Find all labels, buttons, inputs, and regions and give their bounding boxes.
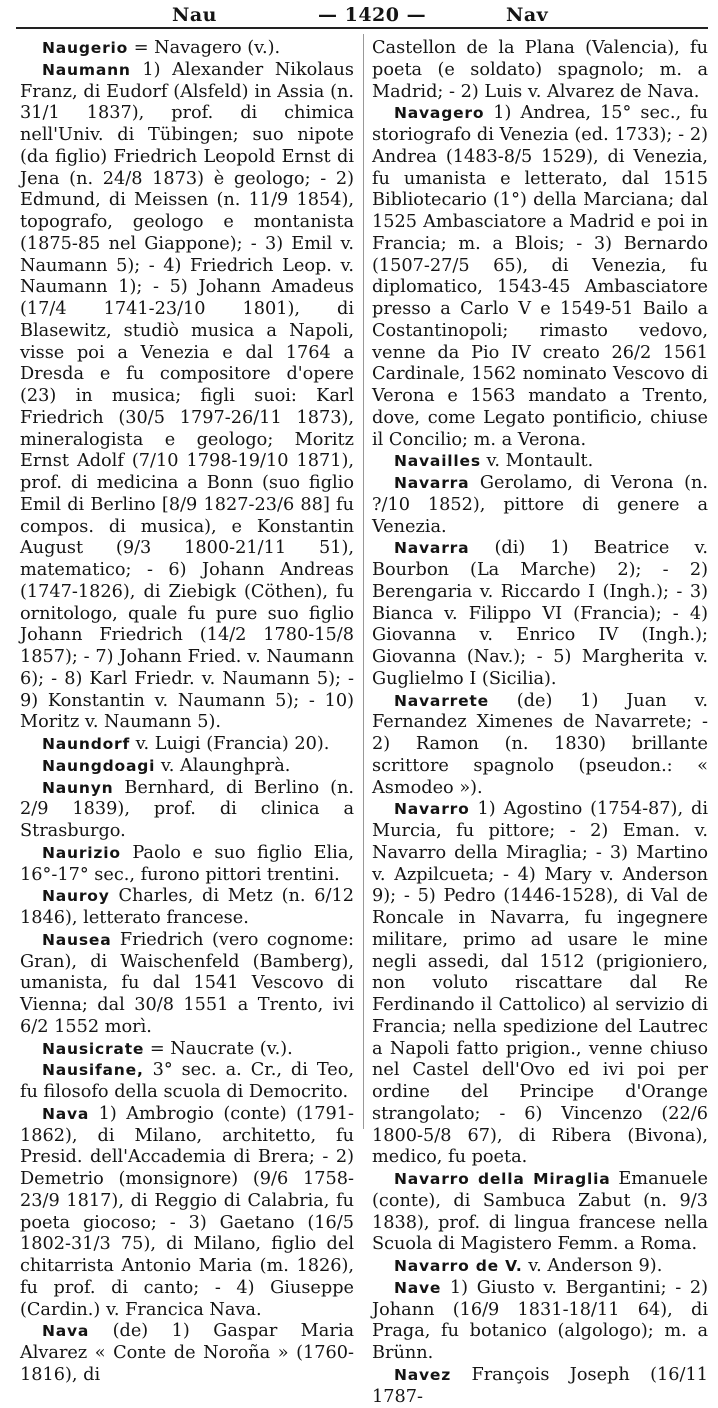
dictionary-entry bbox=[20, 1060, 354, 1104]
column-divider bbox=[363, 34, 364, 1129]
dictionary-entry bbox=[20, 1321, 354, 1386]
entry-headword: Navarro della Miraglia bbox=[394, 1170, 611, 1188]
dictionary-entry bbox=[372, 1256, 708, 1278]
entry-headword: Nava bbox=[42, 1104, 90, 1123]
dictionary-entry bbox=[20, 1039, 354, 1061]
entry-text: 1) Alexander Nikolaus Franz, di Eudorf (Alsfeld) in Assia (n. 31/1 1837), prof. di chimica nell'Univ. di Tübingen; suo nipote (da figlio) Friedrich Leopold Ernst di Jena (n. 24/8 1873) è geologo; - 2) Edmund, di Meissen (n. 11/9 1854), topografo, geologo e montanista (1875-85 nel Giappone); - 3) Emil v. Naumann 5); - 4) Friedrich Leop. v. Naumann 1); - 5) Johann Amadeus (17/4 1741-23/10 1801), di Blasewitz, studiò musica a Napoli, visse poi a Venezia e dal 1764 a Dresda e fu compositore d'opere (23) in musica; figli suoi: Karl Friedrich (30/5 1797-26/11 1873), mineralogista e geologo; Moritz Ernst Adolf (7/10 1798-19/10 1871), prof. di medicina a Bonn (suo figlio Emil di Berlino [8/9 1827-23/6 88] fu compos. di musica), e Konstantin August (9/3 1800-21/11 51), matematico; - 6) Johann Andreas (1747-1826), di Ziebigk (Cöthen), fu ornitologo, quale fu pure suo figlio Johann Friedrich (14/2 1780-15/8 1857); - 7) Johann Fried. v. Naumann 6); - 8) Karl Friedr. v. Naumann 5); - 9) Konstantin v. Naumann 5); - 10) Moritz v. Naumann 5). bbox=[20, 59, 354, 733]
dictionary-entry bbox=[372, 691, 708, 800]
entry-text: v. Luigi (Francia) 20). bbox=[130, 734, 330, 754]
dictionary-entry bbox=[372, 473, 708, 538]
header-left-guide: Nau bbox=[172, 4, 217, 26]
dictionary-entry bbox=[20, 734, 354, 756]
dictionary-entry bbox=[372, 1169, 708, 1256]
dictionary-entry bbox=[372, 1278, 708, 1365]
entry-headword: Navarra bbox=[394, 539, 470, 558]
entry-text: (di) 1) Beatrice v. Bourbon (La Marche) 2); - 2) Berengaria v. Riccardo I (Ingh.); - 3) Bianca v. Filippo VI (Francia); - 4) Giovanna v. Enrico IV (Ingh.); Giovanna (Nav.); - 5) Margherita v. Guglielmo I (Sicilia). bbox=[372, 538, 708, 689]
entry-headword: Navailles bbox=[394, 452, 481, 471]
dictionary-entry bbox=[372, 38, 708, 103]
entry-text: Emanuele (conte), di Sambuca Zabut (n. 9/3 1838), prof. di lingua francese nella Scuola di Magistero Femm. a Roma. bbox=[372, 1169, 708, 1255]
entry-text: v. Anderson 9). bbox=[522, 1256, 663, 1276]
entry-text: 1) Ambrogio (conte) (1791-1862), di Milano, architetto, fu Presid. dell'Accademia di Brera; - 2) Demetrio (monsignore) (9/6 1758-23/9 1817), di Reggio di Calabria, fu poeta giocoso; - 3) Gaetano (16/5 1802-31/3 75), di Milano, figlio del chitarrista Antonio Maria (m. 1826), fu prof. di canto; - 4) Giuseppe (Cardin.) v. Francica Nava. bbox=[20, 1103, 354, 1320]
entry-text: 3° sec. a. Cr., di Teo, fu filosofo della scuola di Democrito. bbox=[20, 1060, 354, 1102]
dictionary-entry bbox=[372, 538, 708, 690]
entry-text: Paolo e suo figlio Elia, 16°-17° sec., furono pittori trentini. bbox=[20, 842, 354, 885]
dictionary-entry bbox=[372, 1365, 708, 1408]
entry-text: = Naucrate (v.). bbox=[144, 1038, 293, 1059]
entry-text: Castellon de la Plana (Valencia), fu poeta (e soldato) spagnolo; m. a Madrid; - 2) Luis v. Alvarez de Nava. bbox=[372, 38, 708, 102]
entry-text: = Navagero (v.). bbox=[128, 38, 281, 58]
entry-headword: Navarra bbox=[394, 474, 470, 492]
entry-headword: Naungdoagi bbox=[42, 756, 156, 775]
entry-headword: Naunyn bbox=[42, 778, 114, 797]
entry-headword: Naugerio bbox=[42, 39, 129, 57]
entry-headword: Navagero bbox=[394, 104, 485, 123]
page-header bbox=[0, 0, 718, 30]
page-number: — 1420 — bbox=[318, 4, 427, 26]
dictionary-entry bbox=[20, 843, 354, 887]
entry-headword: Nausea bbox=[42, 930, 112, 949]
entry-headword: Nausicrate bbox=[42, 1039, 145, 1058]
entry-text: (de) 1) Gaspar Maria Alvarez « Conte de Noroña » (1760-1816), di bbox=[20, 1321, 354, 1385]
dictionary-entry bbox=[20, 1104, 354, 1322]
entry-headword: Naumann bbox=[42, 60, 131, 79]
dictionary-entry bbox=[20, 38, 354, 60]
entry-headword: Navez bbox=[394, 1365, 452, 1384]
entry-text: 1) Agostino (1754-87), di Murcia, fu pittore; - 2) Eman. v. Navarro della Miraglia; - 3) Martino v. Azpilcueta; - 4) Mary v. Anderson 9); - 5) Pedro (1446-1528), di Val de Roncale in Navarra, fu ingegnere militare, primo ad usare le mine negli assedi, dal 1512 (prigioniero, non voluto riscattare dal Re Ferdinando il Cattolico) al servizio di Francia; nella spedizione del Lautrec a Napoli fatto prigion., venne chiuso nel Castel dell'Ovo ed ivi poi per ordine del Principe d'Orange strangolato; - 6) Vincenzo (22/6 1800-5/8 67), di Ribera (Bivona), medico, fu poeta. bbox=[372, 799, 708, 1168]
entry-headword: Navarro de V. bbox=[394, 1257, 523, 1275]
entry-text: Gerolamo, di Verona (n. ?/10 1852), pittore di genere a Venezia. bbox=[372, 473, 708, 537]
entry-headword: Nausifane, bbox=[42, 1061, 144, 1080]
dictionary-entry bbox=[20, 778, 354, 843]
header-rule bbox=[16, 27, 708, 29]
entry-headword: Nauroy bbox=[42, 887, 110, 906]
dictionary-entry bbox=[20, 930, 354, 1039]
entry-headword: Naurizio bbox=[42, 843, 121, 862]
right-column bbox=[372, 38, 708, 1408]
entry-headword: Navarrete bbox=[394, 691, 489, 710]
entry-text: Charles, di Metz (n. 6/12 1846), letterato francese. bbox=[20, 886, 354, 928]
entry-text: (de) 1) Juan v. Fernandez Ximenes de Navarrete; - 2) Ramon (n. 1830) brillante scrittore spagnolo (pseudon.: « Asmodeo »). bbox=[372, 690, 708, 798]
entry-text: François Joseph (16/11 1787- bbox=[372, 1364, 708, 1407]
entry-text: Friedrich (vero cognome: Gran), di Waischenfeld (Bamberg), umanista, fu dal 1541 Vescovo di Vienna; dal 30/8 1551 a Trento, ivi 6/2 1552 morì. bbox=[20, 929, 354, 1037]
dictionary-entry bbox=[372, 103, 708, 451]
entry-text: 1) Andrea, 15° sec., fu storiografo di Venezia (ed. 1733); - 2) Andrea (1483-8/5 1529), di Venezia, fu umanista e letterato, dal 1515 Bibliotecario (1°) della Marciana; dal 1525 Ambasciatore a Madrid e poi in Francia; m. a Blois; - 3) Bernardo (1507-27/5 65), di Venezia, fu diplomatico, 1543-45 Ambasciatore presso a Carlo V e 1549-51 Bailo a Costantinopoli; rimasto vedovo, venne da Pio IV creato 26/2 1561 Cardinale, 1562 nominato Vescovo di Verona e 1563 mandato a Trento, dove, come Legato pontificio, chiuse il Concilio; m. a Verona. bbox=[372, 103, 708, 450]
entry-headword: Naundorf bbox=[42, 735, 131, 753]
entry-headword: Nave bbox=[394, 1278, 442, 1297]
left-column bbox=[20, 38, 354, 1387]
entry-headword: Navarro bbox=[394, 800, 470, 819]
entry-text: v. Alaunghprà. bbox=[155, 755, 291, 776]
dictionary-entry bbox=[372, 451, 708, 473]
dictionary-entry bbox=[20, 756, 354, 778]
entry-text: 1) Giusto v. Bergantini; - 2) Johann (16/9 1831-18/11 64), di Praga, fu botanico (algologo); m. a Brünn. bbox=[372, 1277, 708, 1363]
header-right-guide: Nav bbox=[506, 4, 549, 26]
dictionary-entry bbox=[20, 60, 354, 734]
entry-headword: Nava bbox=[42, 1322, 90, 1341]
entry-text: Bernhard, di Berlino (n. 2/9 1839), prof. di clinica a Strasburgo. bbox=[20, 777, 354, 841]
dictionary-entry bbox=[20, 886, 354, 930]
dictionary-entry bbox=[372, 799, 708, 1169]
entry-text: v. Montault. bbox=[480, 451, 594, 472]
